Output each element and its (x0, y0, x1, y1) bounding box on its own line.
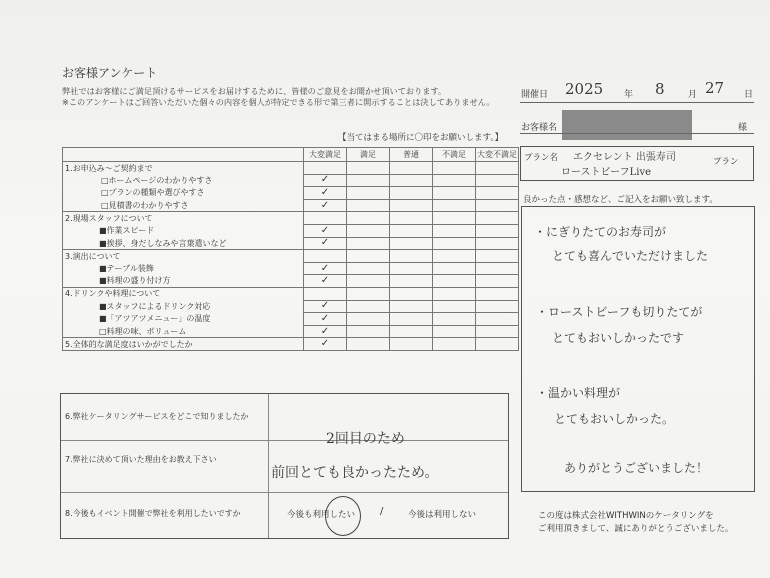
rating-cell[interactable] (304, 224, 347, 237)
item-label: □プランの種類や選びやすさ (63, 187, 304, 200)
check-mark: ✓ (320, 174, 330, 186)
column-header: 大変不満足 (476, 148, 519, 162)
rating-cell[interactable] (347, 338, 390, 351)
month-unit: 月 (688, 90, 698, 100)
table-row (63, 224, 519, 237)
comment-line-7: ありがとうございました！ (564, 461, 709, 475)
rating-cell[interactable] (390, 250, 433, 263)
question-6-label: 6.弊社ケータリングサービスをどこで知りましたか (65, 412, 249, 421)
rating-cell[interactable] (347, 187, 390, 200)
table-row (63, 300, 519, 313)
item-label: □見積書のわかりやすさ (63, 199, 304, 212)
table-row (63, 212, 519, 225)
rating-cell[interactable] (390, 237, 433, 250)
rating-cell[interactable] (347, 275, 390, 288)
column-header: 満足 (347, 148, 390, 162)
question-8-row (61, 492, 508, 538)
rating-cell[interactable] (476, 250, 519, 263)
item-label: ■スタッフによるドリンク対応 (63, 300, 304, 313)
item-label: ■作業スピード (63, 224, 304, 237)
rating-cell[interactable] (390, 287, 433, 300)
rating-cell[interactable] (433, 262, 476, 275)
rating-cell[interactable] (304, 237, 347, 250)
section-label: 5.全体的な満足度はいかがでしたか (63, 338, 304, 351)
table-row (63, 325, 519, 338)
rating-cell[interactable] (390, 174, 433, 187)
rating-cell[interactable] (347, 174, 390, 187)
comment-line-3: ・ローストビーフも切りたてが (536, 305, 703, 319)
plan-name-line-1: エクセレント 出張寿司 (573, 152, 676, 163)
table-row (63, 162, 519, 175)
table-row (63, 338, 519, 351)
comment-line-2: とても喜んでいただけました (552, 249, 709, 263)
rating-cell[interactable] (347, 162, 390, 175)
event-day: 27 (705, 79, 725, 97)
question-7-answer: 前回とても良かったため。 (271, 465, 439, 481)
question-7-label: 7.弊社に決めて頂いた理由をお教え下さい (65, 455, 217, 464)
rating-cell[interactable] (433, 338, 476, 351)
column-header: 大変満足 (304, 148, 347, 162)
selection-circle (325, 496, 361, 536)
rating-cell[interactable] (476, 212, 519, 225)
satisfaction-table (62, 147, 519, 351)
question-7-row (61, 440, 508, 493)
rating-cell[interactable] (347, 313, 390, 326)
rating-cell[interactable] (476, 313, 519, 326)
rating-cell[interactable] (390, 313, 433, 326)
date-underline (520, 102, 754, 103)
check-mark: ✓ (320, 275, 330, 287)
intro-text (62, 86, 512, 108)
option-will-not-use: 今後は利用しない (408, 510, 477, 520)
intro-line-2: ※このアンケートはご回答いただいた個々の内容を個人が特定できる形で第三者に開示することは決してありません。 (62, 97, 495, 107)
rating-cell[interactable] (433, 250, 476, 263)
event-month: 8 (655, 80, 665, 98)
rating-cell[interactable] (433, 275, 476, 288)
comment-line-5: ・温かい料理が (536, 386, 621, 400)
table-row (63, 313, 519, 326)
table-row (63, 237, 519, 250)
rating-cell[interactable] (433, 313, 476, 326)
rating-cell[interactable] (347, 325, 390, 338)
footer-line-1: この度は株式会社WITHWINのケータリングを (538, 511, 714, 521)
footer-line-2: ご利用頂きまして、誠にありがとうございました。 (538, 524, 734, 534)
customer-underline (520, 133, 754, 134)
rating-cell[interactable] (476, 262, 519, 275)
rating-cell[interactable] (347, 237, 390, 250)
redacted-customer-name (562, 110, 692, 140)
rating-cell[interactable] (304, 325, 347, 338)
rating-cell[interactable] (433, 224, 476, 237)
item-label: □ホームページのわかりやすさ (63, 174, 304, 187)
plan-name-line-2: ローストビーフLive (561, 167, 652, 178)
rating-cell[interactable] (304, 287, 347, 300)
rating-cell[interactable] (433, 162, 476, 175)
question-6-answer: 2回目のため (326, 431, 405, 447)
check-mark: ✓ (320, 224, 330, 236)
check-mark: ✓ (320, 312, 330, 324)
customer-honorific: 様 (738, 123, 748, 133)
customer-name-label: お客様名 (521, 123, 558, 133)
instruction-hint: 【当てはまる場所に〇印をお願いします。】 (338, 133, 504, 143)
rating-cell[interactable] (304, 300, 347, 313)
table-row (63, 287, 519, 300)
rating-cell[interactable] (476, 199, 519, 212)
table-row (63, 250, 519, 263)
table-row (63, 174, 519, 187)
rating-cell[interactable] (433, 300, 476, 313)
option-will-use: 今後も利用したい (287, 510, 356, 520)
table-header-row (63, 148, 519, 162)
check-mark: ✓ (320, 237, 330, 249)
column-header: 不満足 (433, 148, 476, 162)
item-label: ■テーブル装飾 (63, 262, 304, 275)
check-mark: ✓ (320, 199, 330, 211)
comment-line-4: とてもおいしかったです (552, 331, 685, 345)
rating-cell[interactable] (347, 300, 390, 313)
rating-cell[interactable] (390, 224, 433, 237)
rating-cell[interactable] (304, 250, 347, 263)
rating-cell[interactable] (476, 224, 519, 237)
table-row (63, 199, 519, 212)
rating-cell[interactable] (433, 237, 476, 250)
rating-cell[interactable] (476, 325, 519, 338)
rating-cell[interactable] (390, 275, 433, 288)
rating-cell[interactable] (390, 338, 433, 351)
rating-cell[interactable] (390, 262, 433, 275)
item-label: □料理の味、ボリューム (63, 325, 304, 338)
rating-cell[interactable] (304, 199, 347, 212)
question-6-row (61, 394, 508, 447)
rating-cell[interactable] (347, 224, 390, 237)
column-header: 普通 (390, 148, 433, 162)
rating-cell[interactable] (433, 287, 476, 300)
table-row (63, 275, 519, 288)
rating-cell[interactable] (390, 162, 433, 175)
plan-suffix: プラン (713, 157, 739, 167)
rating-cell[interactable] (347, 262, 390, 275)
rating-cell[interactable] (390, 199, 433, 212)
rating-cell[interactable] (476, 275, 519, 288)
section-label: 4.ドリンクや料理について (63, 287, 304, 300)
day-unit: 日 (744, 90, 754, 100)
rating-cell[interactable] (304, 262, 347, 275)
table-row (63, 187, 519, 200)
rating-cell[interactable] (476, 300, 519, 313)
plan-label: プラン名 (524, 153, 559, 163)
item-label: ■挨拶、身だしなみや言葉遣いなど (63, 237, 304, 250)
table-row (63, 262, 519, 275)
survey-title: お客様アンケート (62, 66, 158, 80)
section-label: 2.現場スタッフについて (63, 212, 304, 225)
check-mark: ✓ (320, 262, 330, 274)
comment-prompt: 良かった点・感想など、ご記入をお願い致します。 (523, 195, 718, 205)
section-label: 3.演出について (63, 250, 304, 263)
rating-cell[interactable] (433, 174, 476, 187)
rating-cell[interactable] (476, 237, 519, 250)
event-date-label: 開催日 (521, 90, 549, 100)
event-year: 2025 (565, 80, 604, 98)
comment-line-6: とてもおいしかった。 (554, 412, 675, 426)
rating-cell[interactable] (390, 187, 433, 200)
rating-cell[interactable] (347, 287, 390, 300)
rating-cell[interactable] (304, 174, 347, 187)
rating-cell[interactable] (433, 199, 476, 212)
rating-cell[interactable] (390, 325, 433, 338)
intro-line-1: 弊社ではお客様にご満足頂けるサービスをお届けするために、皆様のご意見をお聞かせ頂いております。 (62, 86, 447, 96)
rating-cell[interactable] (476, 174, 519, 187)
option-separator: / (380, 506, 384, 517)
check-mark: ✓ (320, 325, 330, 337)
rating-cell[interactable] (304, 275, 347, 288)
rating-cell[interactable] (433, 187, 476, 200)
rating-cell[interactable] (304, 212, 347, 225)
rating-cell[interactable] (347, 212, 390, 225)
year-unit: 年 (624, 90, 634, 100)
rating-cell[interactable] (433, 212, 476, 225)
rating-cell[interactable] (476, 162, 519, 175)
comment-line-1: ・にぎりたてのお寿司が (534, 225, 667, 239)
rating-cell[interactable] (347, 250, 390, 263)
check-mark: ✓ (320, 186, 330, 198)
item-label: ■「アツアツメニュー」の温度 (63, 313, 304, 326)
rating-cell[interactable] (304, 313, 347, 326)
rating-cell[interactable] (390, 300, 433, 313)
question-8-label: 8.今後もイベント開催で弊社を利用したいですか (65, 509, 241, 518)
rating-cell[interactable] (304, 162, 347, 175)
open-questions-box (60, 393, 509, 539)
check-mark: ✓ (320, 300, 330, 312)
rating-cell[interactable] (304, 338, 347, 351)
rating-cell[interactable] (476, 287, 519, 300)
item-label: ■料理の盛り付け方 (63, 275, 304, 288)
rating-cell[interactable] (390, 212, 433, 225)
rating-cell[interactable] (347, 199, 390, 212)
check-mark: ✓ (320, 338, 330, 350)
section-label: 1.お申込み～ご契約まで (63, 162, 304, 175)
rating-cell[interactable] (304, 187, 347, 200)
rating-cell[interactable] (476, 187, 519, 200)
table-header-blank (63, 148, 304, 162)
rating-cell[interactable] (433, 325, 476, 338)
rating-cell[interactable] (476, 338, 519, 351)
plan-box (520, 146, 754, 181)
thank-you-footer (538, 510, 733, 536)
comment-box (521, 206, 755, 492)
